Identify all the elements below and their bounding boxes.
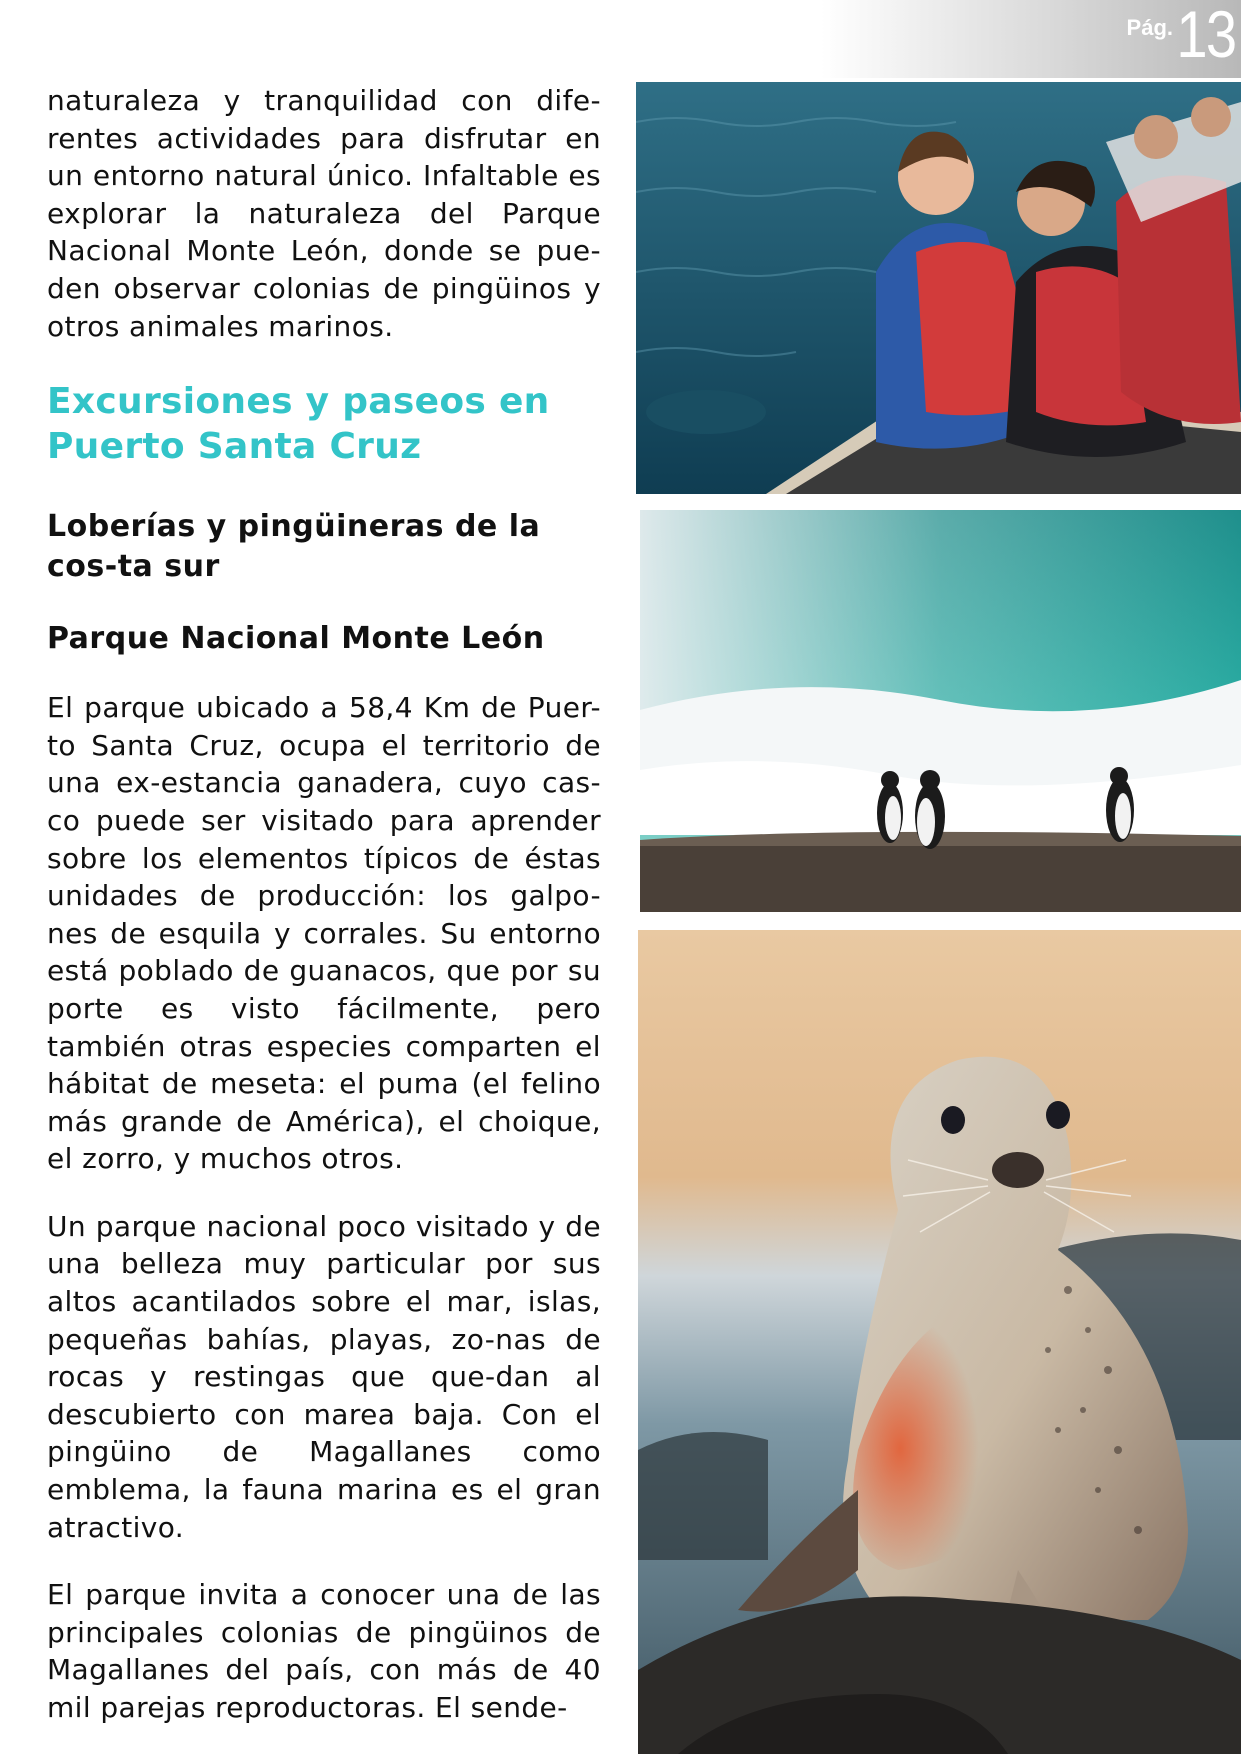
penguins-beach-photo: [640, 510, 1241, 912]
page-number-tab: [821, 0, 1241, 78]
paragraph-park-beauty: Un parque nacional poco visitado y de una belleza muy particular por sus altos acantilados sobre el mar, islas, pequeñas bahías, playas, zo-nas de rocas y restingas que que-dan al descubierto con marea baja. Con el pingüino de Magallanes como emblema, la fauna marina es el gran atractivo.: [47, 1209, 601, 1544]
boat-excursion-photo: [636, 82, 1241, 494]
subheading-monte-leon: Parque Nacional Monte León: [47, 621, 545, 657]
paragraph-penguin-colony: El parque invita a conocer una de las principales colonias de pingüinos de Magallanes del país, con más de 40 mil parejas reproductoras. El sende-: [47, 1578, 601, 1724]
subheading-loberias: Loberías y pingüineras de la cos-ta sur: [47, 509, 541, 585]
page-number: 13: [1175, 0, 1235, 71]
sea-lion-photo: [638, 930, 1241, 1754]
article-column: [47, 82, 601, 1727]
paragraph-park-location: El parque ubicado a 58,4 Km de Puer-to Santa Cruz, ocupa el territorio de una ex-estancia ganadera, cuyo cas-co puede ser visitado para aprender sobre los elementos típicos de éstas unidades de producción: los galpo-nes de esquila y corrales. Su entorno está poblado de guanacos, que por su porte es visto fácilmente, pero también otras especies comparten el hábitat de meseta: el puma (el felino más grande de América), el choique, el zorro, y muchos otros.: [47, 691, 601, 1176]
section-title: Excursiones y paseos en Puerto Santa Cruz: [47, 381, 550, 468]
intro-paragraph: naturaleza y tranquilidad con dife-rentes actividades para disfrutar en un entorno natural único. Infaltable es explorar la naturaleza del Parque Nacional Monte León, donde se pue-den observar colonias de pingüinos y otros animales marinos.: [47, 84, 601, 343]
page-label: Pág.: [1126, 15, 1173, 40]
